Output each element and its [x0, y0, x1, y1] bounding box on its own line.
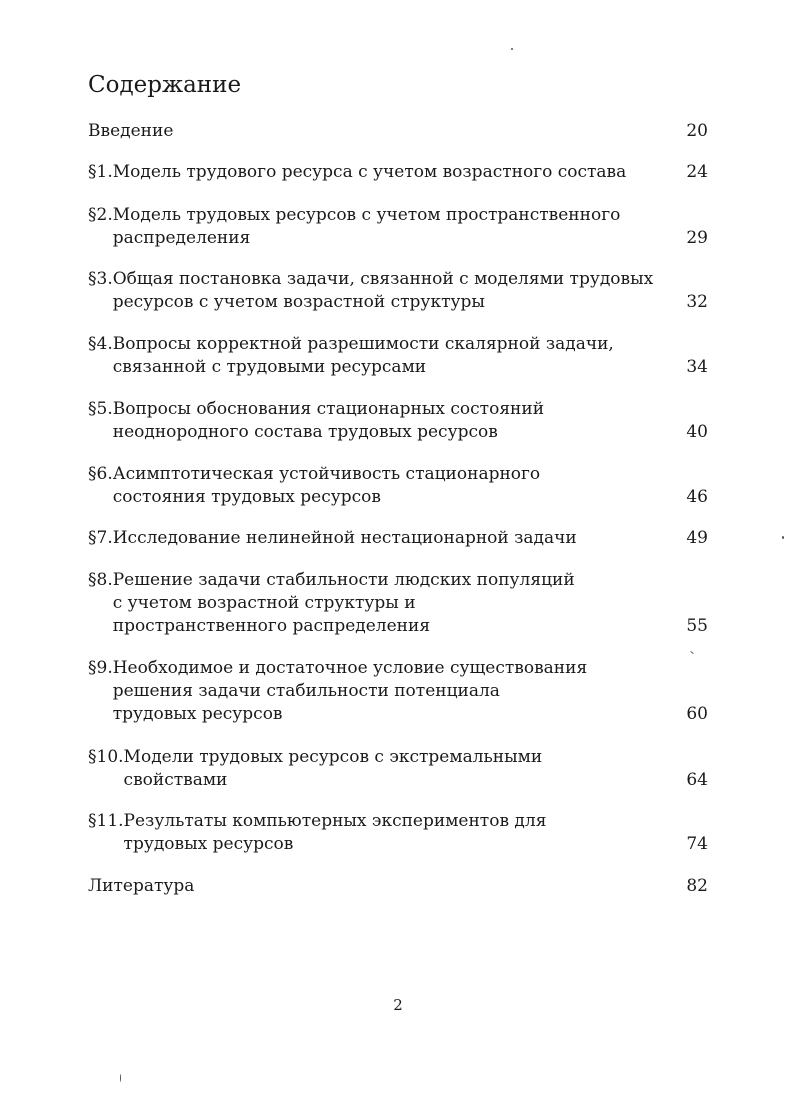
toc-entry-page: 74: [686, 834, 708, 854]
toc-entry-title: [113, 569, 710, 638]
toc-entry-number: §10.: [88, 747, 124, 767]
toc-entry-page: 46: [686, 487, 708, 507]
toc-entry-number: §5.: [88, 399, 113, 419]
toc-entry-title-line: неоднородного состава трудовых ресурсов: [112, 422, 498, 442]
toc-entry-page: 40: [686, 422, 708, 442]
toc-entry-number: §1.: [88, 162, 113, 182]
toc-entry: [88, 463, 710, 509]
toc-entry-page: 82: [686, 876, 708, 896]
toc-entry-title-line: Литература: [88, 876, 195, 896]
toc-entry-page: 49: [686, 528, 708, 548]
page-title: Содержание: [88, 72, 242, 98]
toc-entry: [88, 657, 710, 726]
toc-entry-title: [113, 161, 710, 184]
toc-entry-title-line: пространственного распределения: [112, 616, 431, 636]
toc-entry-page: 55: [686, 616, 708, 636]
scan-speck: [782, 536, 784, 539]
toc-entry-title: [88, 875, 710, 898]
scan-speck: [690, 651, 694, 654]
toc-entry: [88, 268, 710, 314]
toc-entry-number: §4.: [88, 334, 113, 354]
toc-entry-title-line: Исследование нелинейной нестационарной задачи: [112, 528, 577, 548]
toc-entry-title-line: с учетом возрастной структуры и: [112, 593, 416, 613]
toc-entry-title-line: состояния трудовых ресурсов: [112, 487, 381, 507]
page-number: 2: [393, 996, 403, 1014]
toc-entry-title: [113, 204, 710, 250]
toc-entry-title: [88, 120, 710, 143]
toc-entry-number: §8.: [88, 570, 113, 590]
toc-entry-number: §2.: [88, 205, 113, 225]
toc-entry-title: [113, 527, 710, 550]
toc-entry-title-line: связанной с трудовыми ресурсами: [112, 357, 427, 377]
toc-entry: [88, 398, 710, 444]
toc-entry: [88, 569, 710, 638]
toc-entry-page: 24: [686, 162, 708, 182]
toc-entry-number: §11.: [88, 811, 124, 831]
toc-entry: [88, 161, 710, 184]
toc-entry-title-line: трудовых ресурсов: [123, 834, 294, 854]
scan-speck: [511, 48, 513, 50]
toc-entry-title-line: Результаты компьютерных экспериментов для: [123, 811, 547, 831]
toc-entry-title: [113, 463, 710, 509]
toc-entry-page: 64: [686, 770, 708, 790]
toc-entry-title: [124, 810, 710, 856]
toc-entry-title-line: решения задачи стабильности потенциала: [112, 681, 500, 701]
toc-entry-title-line: Необходимое и достаточное условие существования: [112, 658, 588, 678]
toc-entry-title-line: Общая постановка задачи, связанной с моделями трудовых: [112, 269, 654, 289]
toc-entry: [88, 204, 710, 250]
toc-entry-page: 34: [686, 357, 708, 377]
toc-entry: [88, 120, 710, 143]
toc-entry-title-line: распределения: [112, 228, 251, 248]
toc-entry-title-line: свойствами: [123, 770, 228, 790]
toc-entry-title-line: Введение: [88, 121, 174, 141]
toc-entry: [88, 875, 710, 898]
toc-entry-page: 29: [686, 228, 708, 248]
toc-entry-page: 32: [686, 292, 708, 312]
toc-entry-title: [113, 657, 710, 726]
toc-entry-title-line: Модель трудовых ресурсов с учетом пространственного: [112, 205, 621, 225]
toc-entry-title-line: Вопросы обоснования стационарных состояний: [112, 399, 545, 419]
toc-entry-title-line: Модель трудового ресурса с учетом возрастного состава: [112, 162, 627, 182]
toc-entry-title: [113, 333, 710, 379]
toc-entry: [88, 527, 710, 550]
toc-entry-number: §3.: [88, 269, 113, 289]
scan-speck: [120, 1074, 121, 1082]
toc-entry-number: §6.: [88, 464, 113, 484]
toc-entry-title-line: Вопросы корректной разрешимости скалярной задачи,: [112, 334, 614, 354]
toc-entry-title: [113, 268, 710, 314]
toc-entry-title-line: ресурсов с учетом возрастной структуры: [112, 292, 485, 312]
toc-entry-page: 60: [686, 704, 708, 724]
toc-entry-title-line: Модели трудовых ресурсов с экстремальными: [123, 747, 543, 767]
toc-entry-title: [113, 398, 710, 444]
toc-entry: [88, 810, 710, 856]
toc-entry-title-line: Решение задачи стабильности людских популяций: [112, 570, 575, 590]
toc-entry-title-line: Асимптотическая устойчивость стационарного: [112, 464, 541, 484]
toc-entry: [88, 333, 710, 379]
toc-entry-number: §7.: [88, 528, 113, 548]
toc-entry-page: 20: [686, 121, 708, 141]
toc-entry: [88, 746, 710, 792]
toc-entry-title-line: трудовых ресурсов: [112, 704, 283, 724]
toc-entry-number: §9.: [88, 658, 113, 678]
toc-entry-title: [124, 746, 710, 792]
